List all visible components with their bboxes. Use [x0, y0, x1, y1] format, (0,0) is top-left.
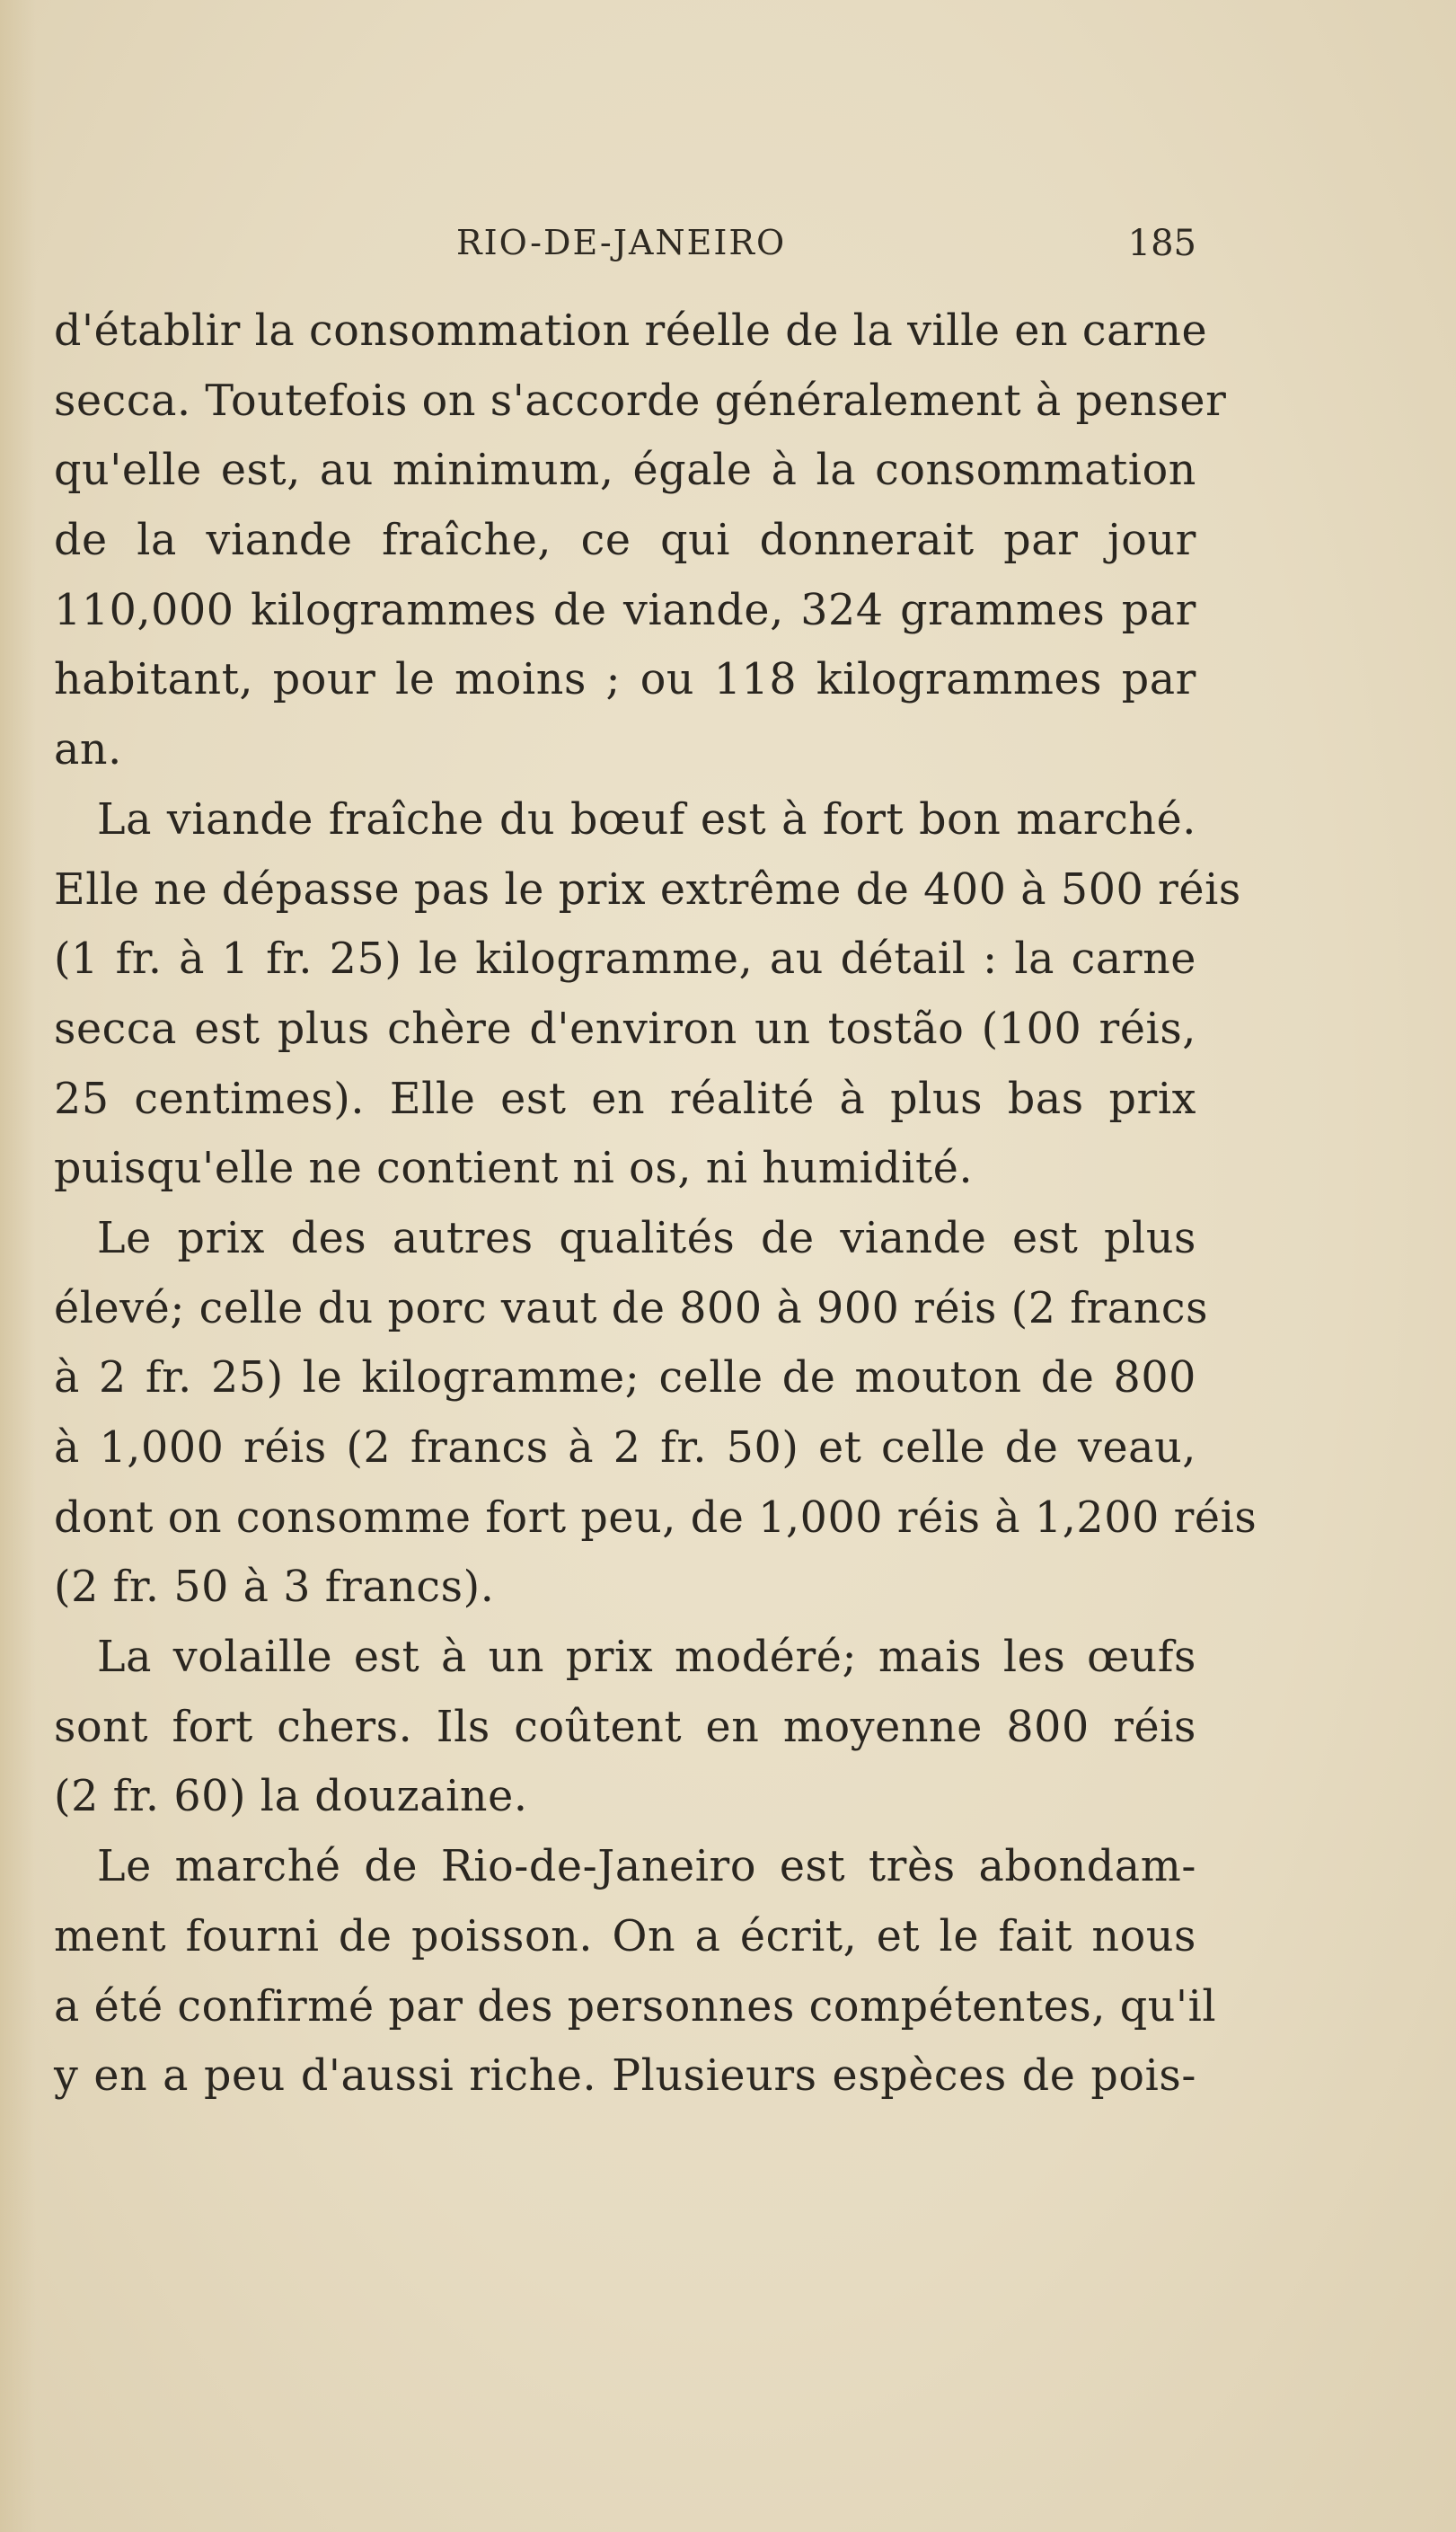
text-line: Le marché de Rio-de-Janeiro est très abondam-	[97, 1842, 1196, 1892]
text-line: (1 fr. à 1 fr. 25) le kilogramme, au détail : la carne	[54, 934, 1196, 985]
text-line: a été confirmé par des personnes compétentes, qu'il	[54, 1981, 1217, 2032]
text-line: à 1,000 réis (2 francs à 2 fr. 50) et celle de veau,	[54, 1423, 1196, 1473]
text-line: Le prix des autres qualités de viande est plus	[97, 1213, 1196, 1263]
page-number: 185	[1127, 223, 1196, 264]
text-line: secca. Toutefois on s'accorde généralement à penser	[54, 376, 1227, 426]
text-line: habitant, pour le moins ; ou 118 kilogrammes par	[54, 655, 1196, 705]
text-line: 25 centimes). Elle est en réalité à plus bas prix	[54, 1074, 1196, 1124]
text-line: y en a peu d'aussi riche. Plusieurs espèces de pois-	[54, 2051, 1196, 2102]
text-line: La volaille est à un prix modéré; mais les œufs	[97, 1633, 1196, 1683]
text-line: de la viande fraîche, ce qui donnerait par jour	[54, 516, 1196, 566]
text-line: (2 fr. 50 à 3 francs).	[54, 1563, 495, 1613]
text-line: ment fourni de poisson. On a écrit, et le fait nous	[54, 1911, 1196, 1961]
text-line: an.	[54, 725, 122, 775]
text-line: élevé; celle du porc vaut de 800 à 900 réis (2 francs	[54, 1283, 1209, 1333]
text-line: qu'elle est, au minimum, égale à la consommation	[54, 446, 1196, 496]
page-edge-shadow	[0, 0, 36, 2532]
text-line: sont fort chers. Ils coûtent en moyenne 800 réis	[54, 1702, 1196, 1752]
page-header	[54, 223, 1196, 277]
running-head: RIO-DE-JANEIRO	[456, 223, 787, 262]
text-line: 110,000 kilogrammes de viande, 324 grammes par	[54, 585, 1196, 635]
text-line: (2 fr. 60) la douzaine.	[54, 1772, 528, 1822]
text-line: dont on consomme fort peu, de 1,000 réis à 1,200 réis	[54, 1492, 1257, 1543]
text-line: secca est plus chère d'environ un tostão (100 réis,	[54, 1004, 1196, 1054]
text-line: puisqu'elle ne contient ni os, ni humidité.	[54, 1144, 974, 1194]
text-line: à 2 fr. 25) le kilogramme; celle de mouton de 800	[54, 1353, 1196, 1403]
body-text	[54, 297, 1257, 2111]
text-line: Elle ne dépasse pas le prix extrême de 400 à 500 réis	[54, 864, 1241, 915]
text-line: d'établir la consommation réelle de la ville en carne	[54, 306, 1208, 356]
text-line: La viande fraîche du bœuf est à fort bon marché.	[97, 794, 1196, 845]
